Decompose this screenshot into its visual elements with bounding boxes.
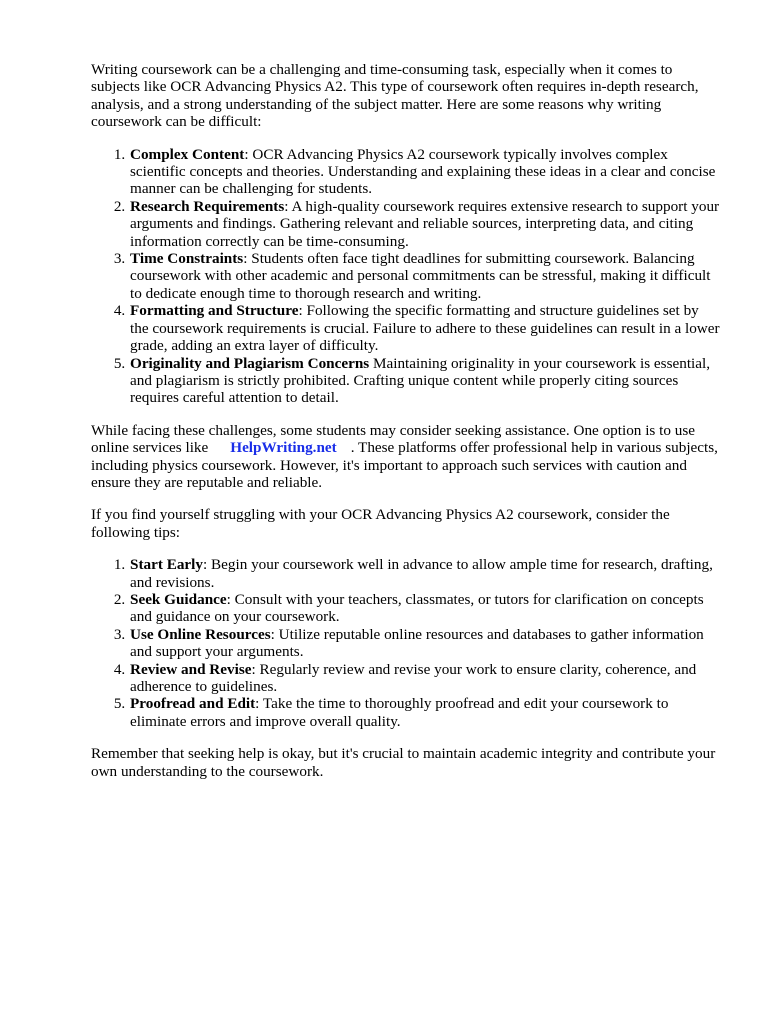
reason-title: Complex Content <box>130 145 245 163</box>
reason-title: Time Constraints <box>130 250 244 268</box>
reason-title: Research Requirements <box>130 197 285 215</box>
list-item: 2. Seek Guidance: Consult with your teachers, classmates, or tutors for clarification on concepts and guidance on your coursework. <box>129 591 721 626</box>
reason-title: Formatting and Structure <box>130 302 299 320</box>
document-body <box>91 61 721 795</box>
list-item: 4. Formatting and Structure: Following the specific formatting and structure guidelines set by the coursework requirements is crucial. Failure to adhere to these guidelines can result in a lower grade, adding an extra layer of difficulty. <box>129 302 721 354</box>
list-item: 5. Proofread and Edit: Take the time to thoroughly proofread and edit your coursework to eliminate errors and improve overall quality. <box>129 695 721 730</box>
reason-text: Students often face tight deadlines for submitting coursework. Balancing coursework with other academic and personal commitments can be stressful, making it difficult to dedicate enough time to thorough research and writing. <box>130 250 711 302</box>
reason-text: Maintaining originality in your coursework is essential, and plagiarism is strictly prohibited. Crafting unique content while properly citing sources requires careful attention to detail. <box>130 354 711 407</box>
tip-text: Begin your coursework well in advance to allow ample time for research, drafting, and revisions. <box>130 556 713 591</box>
list-item: 3. Use Online Resources: Utilize reputable online resources and databases to gather information and support your arguments. <box>129 626 721 661</box>
reasons-list <box>91 146 721 407</box>
tip-text: Take the time to thoroughly proofread and edit your coursework to eliminate errors and improve overall quality. <box>130 695 669 730</box>
list-item: 3. Time Constraints: Students often face tight deadlines for submitting coursework. Balancing coursework with other academic and personal commitments can be stressful, making it difficult to dedicate enough time to thorough research and writing. <box>129 250 721 302</box>
tip-title: Review and Revise <box>130 660 252 678</box>
tip-title: Use Online Resources <box>130 625 271 643</box>
tip-text: Consult with your teachers, classmates, or tutors for clarification on concepts and guidance on your coursework. <box>130 590 704 626</box>
tip-title: Proofread and Edit <box>130 695 256 713</box>
assistance-paragraph: While facing these challenges, some students may consider seeking assistance. One option is to use online services like HelpWriting.net . These platforms offer professional help in various subjects, including physics coursework. However, it's important to approach such services with caution and ensure they are reputable and reliable. <box>91 421 718 491</box>
tips-intro-paragraph: If you find yourself struggling with your OCR Advancing Physics A2 coursework, consider the following tips: <box>91 506 670 541</box>
reason-text: Following the specific formatting and structure guidelines set by the coursework requirements is crucial. Failure to adhere to these guidelines can result in a lower grade, adding an extra layer of difficulty. <box>130 302 720 355</box>
intro-paragraph: Writing coursework can be a challenging and time-consuming task, especially when it comes to subjects like OCR Advancing Physics A2. This type of coursework often requires in-depth research, analysis, and a strong understanding of the subject matter. Here are some reasons why writing coursework can be difficult: <box>91 61 699 131</box>
reason-text: A high-quality coursework requires extensive research to support your arguments and findings. Gathering relevant and reliable sources, interpreting data, and citing information correctly can be time-consuming. <box>130 197 720 250</box>
list-item: 4. Review and Revise: Regularly review and revise your work to ensure clarity, coherence, and adherence to guidelines. <box>129 661 721 696</box>
list-item: 2. Research Requirements: A high-quality coursework requires extensive research to support your arguments and findings. Gathering relevant and reliable sources, interpreting data, and citing information correctly can be time-consuming. <box>129 198 721 250</box>
tip-text: Utilize reputable online resources and databases to gather information and support your arguments. <box>130 625 704 661</box>
reason-title: Originality and Plagiarism Concerns <box>130 354 370 372</box>
closing-paragraph: Remember that seeking help is okay, but it's crucial to maintain academic integrity and contribute your own understanding to the coursework. <box>91 745 716 780</box>
tip-title: Start Early <box>130 556 203 574</box>
list-item: 1. Start Early: Begin your coursework well in advance to allow ample time for research, drafting, and revisions. <box>129 556 721 591</box>
helpwriting-link[interactable]: HelpWriting.net <box>230 439 337 457</box>
reason-text: OCR Advancing Physics A2 coursework typically involves complex scientific concepts and theories. Understanding and explaining these ideas in a clear and concise manner can be challenging for students. <box>130 145 716 198</box>
tip-title: Seek Guidance <box>130 590 227 608</box>
tip-text: Regularly review and revise your work to ensure clarity, coherence, and adherence to guidelines. <box>130 660 697 695</box>
tips-list <box>91 556 721 730</box>
list-item <box>129 355 721 407</box>
list-item: 1. Complex Content: OCR Advancing Physics A2 coursework typically involves complex scientific concepts and theories. Understanding and explaining these ideas in a clear and concise manner can be challenging for students. <box>129 146 721 198</box>
